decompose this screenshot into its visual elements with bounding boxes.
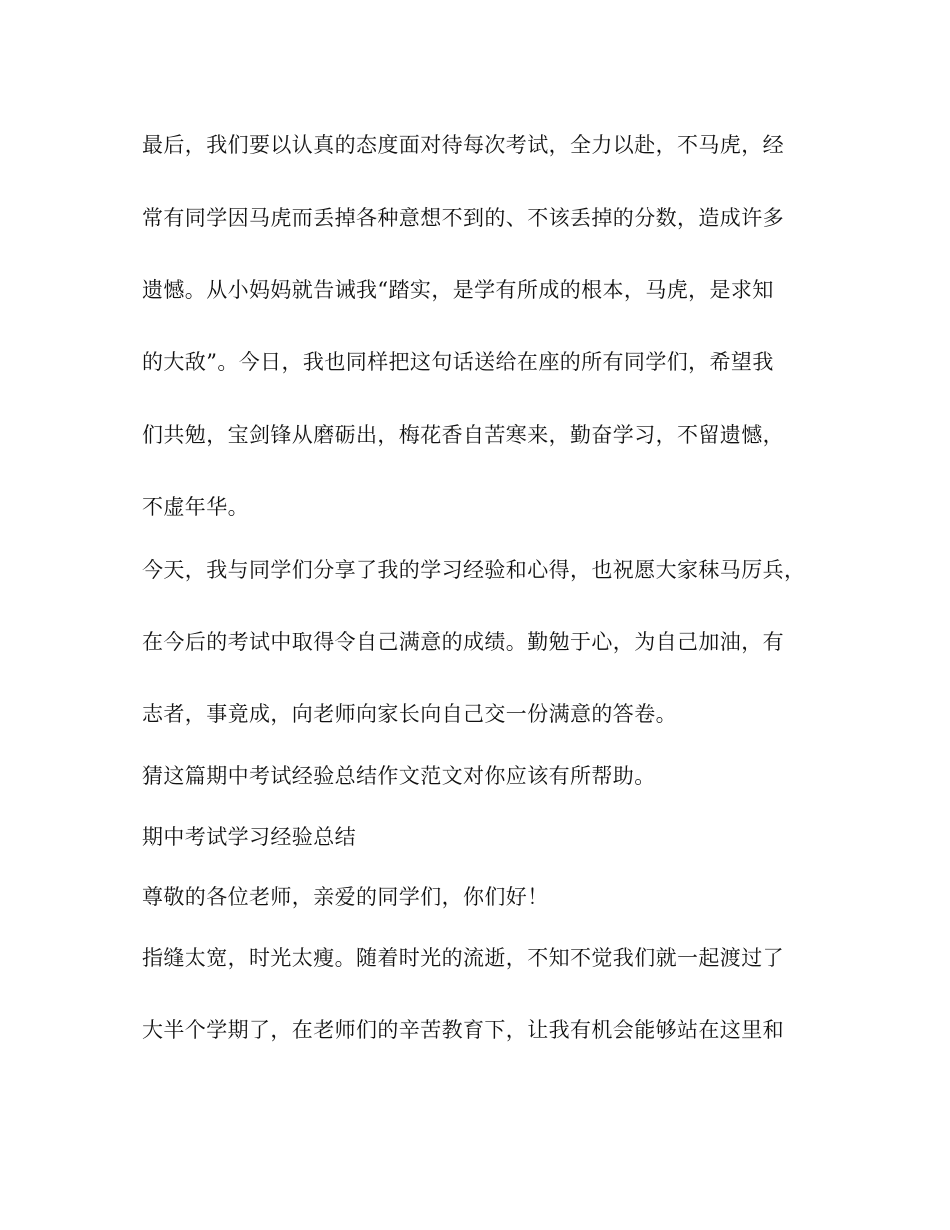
text-line: 们共勉，宝剑锋从磨砺出，梅花香自苦寒来，勤奋学习，不留遗憾， bbox=[142, 423, 784, 447]
text-line: 指缝太宽，时光太瘦。随着时光的流逝，不知不觉我们就一起渡过了 bbox=[142, 946, 784, 970]
text-line: 大半个学期了，在老师们的辛苦教育下，让我有机会能够站在这里和 bbox=[142, 1018, 784, 1042]
text-line: 不虚年华。 bbox=[142, 495, 249, 519]
text-line: 志者，事竟成，向老师向家长向自己交一份满意的答卷。 bbox=[142, 702, 677, 726]
text-line: 猜这篇期中考试经验总结作文范文对你应该有所帮助。 bbox=[142, 764, 656, 788]
text-line: 在今后的考试中取得令自己满意的成绩。勤勉于心，为自己加油，有 bbox=[142, 630, 784, 654]
text-line: 最后，我们要以认真的态度面对待每次考试，全力以赴，不马虎，经 bbox=[142, 133, 784, 157]
section-heading: 期中考试学习经验总结 bbox=[142, 825, 356, 849]
text-line: 今天，我与同学们分享了我的学习经验和心得，也祝愿大家秣马厉兵， bbox=[142, 558, 806, 582]
text-line: 的大敌”。今日，我也同样把这句话送给在座的所有同学们，希望我 bbox=[142, 350, 774, 374]
text-line: 常有同学因马虎而丢掉各种意想不到的、不该丢掉的分数，造成许多 bbox=[142, 206, 784, 230]
text-line: 尊敬的各位老师，亲爱的同学们，你们好！ bbox=[142, 885, 549, 909]
text-line: 遗憾。从小妈妈就告诫我“踏实，是学有所成的根本，马虎，是求知 bbox=[142, 278, 774, 302]
